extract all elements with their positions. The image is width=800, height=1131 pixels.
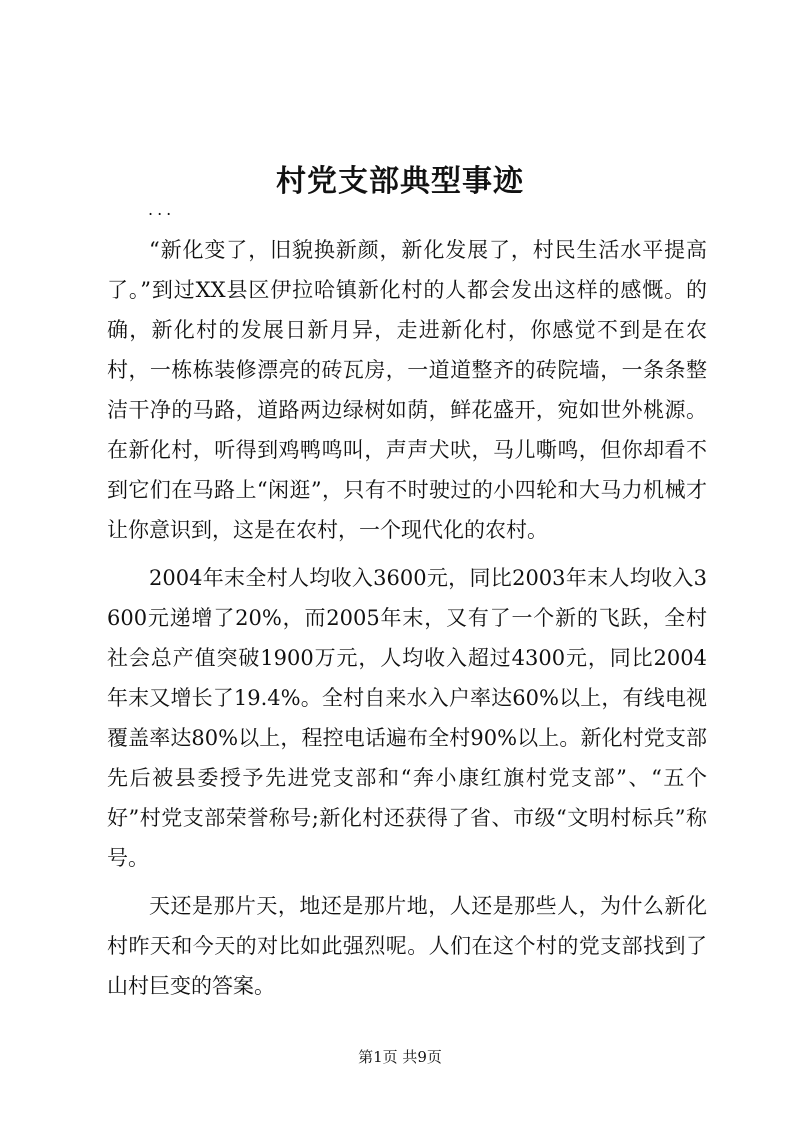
page-number-footer: 第1页 共9页	[358, 1048, 442, 1066]
paragraph-3: 天还是那片天，地还是那片地，人还是那些人，为什么新化村昨天和今天的对比如此强烈呢。人们在这个村的党支部找到了山村巨变的答案。	[107, 894, 707, 998]
page-title: 村党支部典型事迹	[276, 164, 524, 200]
paragraph-1: “新化变了，旧貌换新颜，新化发展了，村民生活水平提高了。”到过XX县区伊拉哈镇新化村的人都会发出这样的感慨。的确，新化村的发展日新月异，走进新化村，你感觉不到是在农村，一栋栋装修漂亮的砖瓦房，一道道整齐的砖院墙，一条条整洁干净的马路，道路两边绿树如荫，鲜花盛开，宛如世外桃源。在新化村，听得到鸡鸭鸣叫，声声犬吠，马儿嘶鸣，但你却看不到它们在马路上“闲逛”，只有不时驶过的小四轮和大马力机械才让你意识到，这是在农村，一个现代化的农村。	[107, 238, 707, 542]
ellipsis-marker: ...	[148, 200, 176, 219]
paragraph-2: 2004年末全村人均收入3600元，同比2003年末人均收入3600元递增了20%，而2005年末，又有了一个新的飞跃，全村社会总产值突破1900万元，人均收入超过4300元，同比2004年末又增长了19.4%。全村自来水入户率达60%以上，有线电视覆盖率达80%以上，程控电话遍布全村90%以上。新化村党支部先后被县委授予先进党支部和“奔小康红旗村党支部”、“五个好”村党支部荣誉称号;新化村还获得了省、市级“文明村标兵”称号。	[107, 566, 707, 870]
document-body	[107, 230, 707, 1014]
